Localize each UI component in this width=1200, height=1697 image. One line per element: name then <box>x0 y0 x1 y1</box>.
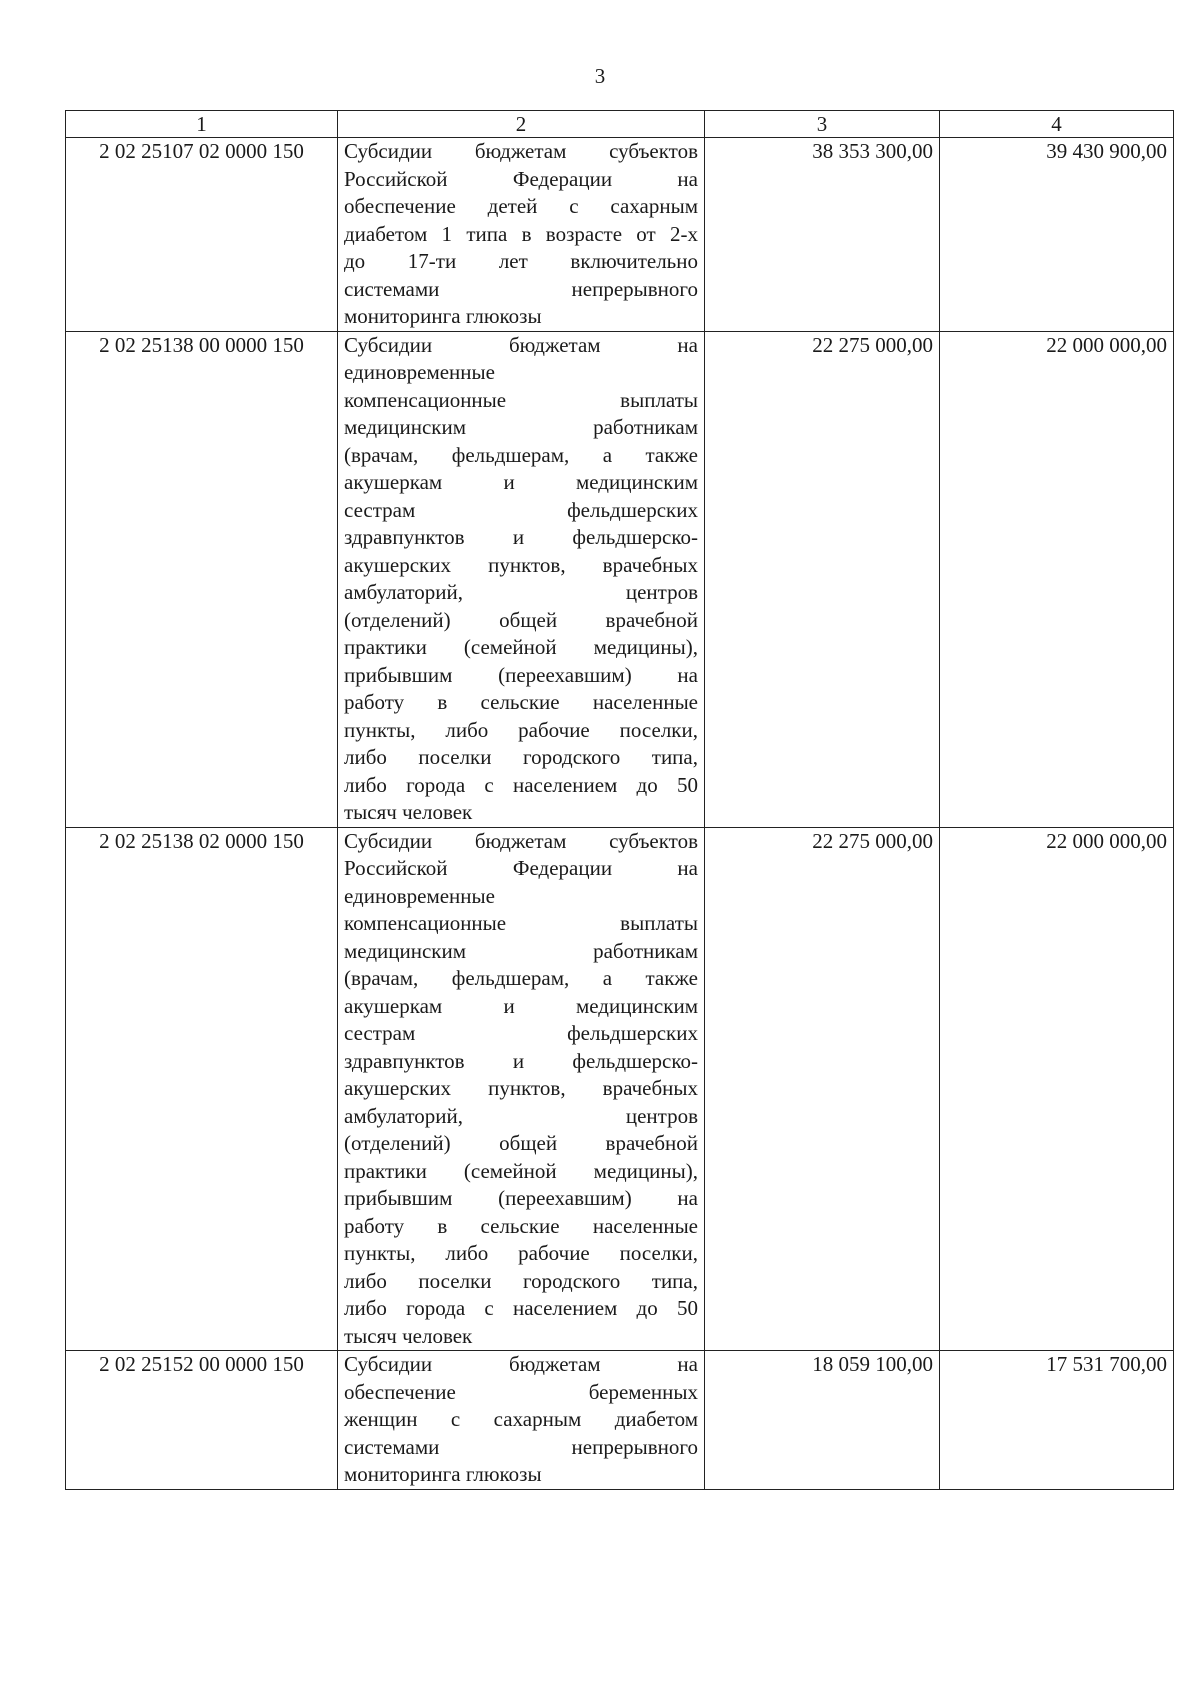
amount-column-4-cell: 22 000 000,00 <box>940 331 1174 827</box>
description-line: пункты, либо рабочие поселки, <box>344 717 698 742</box>
description-line: медицинским работникам <box>344 415 698 439</box>
description-line: амбулаторий, центров <box>344 580 698 604</box>
table-row <box>66 138 1174 332</box>
budget-table <box>65 110 1174 1490</box>
amount-column-3-cell: 22 275 000,00 <box>705 827 940 1351</box>
description-cell <box>338 138 705 332</box>
description-line: акушеркам и медицинским <box>344 470 698 494</box>
description-line: акушерских пунктов, врачебных <box>344 1076 698 1100</box>
description-line: единовременные <box>344 360 495 384</box>
amount-column-4-cell: 17 531 700,00 <box>940 1351 1174 1490</box>
description-line: практики (семейной медицины), <box>344 635 698 659</box>
column-header-2: 2 <box>338 111 705 138</box>
amount-column-3-cell: 38 353 300,00 <box>705 138 940 332</box>
description-cell <box>338 827 705 1351</box>
budget-code-cell: 2 02 25138 00 0000 150 <box>66 331 338 827</box>
description-line: Российской Федерации на <box>344 166 698 191</box>
description-line: обеспечение беременных <box>344 1379 698 1404</box>
description-line: (отделений) общей врачебной <box>344 607 698 632</box>
description-line: обеспечение детей с сахарным <box>344 194 698 218</box>
description-line: (отделений) общей врачебной <box>344 1131 698 1155</box>
description-line: либо поселки городского типа, <box>344 745 698 769</box>
description-line: акушерских пунктов, врачебных <box>344 552 698 577</box>
description-line: либо поселки городского типа, <box>344 1268 698 1293</box>
description-line: пункты, либо рабочие поселки, <box>344 1241 698 1265</box>
page-number: 3 <box>594 64 606 88</box>
description-line: диабетом 1 типа в возрасте от 2-х <box>344 221 698 246</box>
table-row <box>66 827 1174 1351</box>
budget-code-cell: 2 02 25107 02 0000 150 <box>66 138 338 332</box>
table-row <box>66 331 1174 827</box>
amount-column-4-cell: 22 000 000,00 <box>940 827 1174 1351</box>
description-line: до 17-ти лет включительно <box>344 249 698 273</box>
amount-column-4-cell: 39 430 900,00 <box>940 138 1174 332</box>
table-row <box>66 1351 1174 1490</box>
description-line: прибывшим (переехавшим) на <box>344 662 698 687</box>
description-line: практики (семейной медицины), <box>344 1158 698 1183</box>
description-line: мониторинга глюкозы <box>344 304 542 328</box>
description-line: Субсидии бюджетам на <box>344 1352 698 1376</box>
description-line: (врачам, фельдшерам, а также <box>344 442 698 467</box>
description-line: сестрам фельдшерских <box>344 497 698 522</box>
description-line: тысяч человек <box>344 800 473 824</box>
description-line: либо города с населением до 50 <box>344 1296 698 1320</box>
description-line: системами непрерывного <box>344 276 698 301</box>
description-cell <box>338 1351 705 1490</box>
description-line: женщин с сахарным диабетом <box>344 1407 698 1431</box>
description-line: Российской Федерации на <box>344 856 698 880</box>
description-line: Субсидии бюджетам субъектов <box>344 139 698 163</box>
column-header-1: 1 <box>66 111 338 138</box>
description-line: тысяч человек <box>344 1323 473 1348</box>
description-line: амбулаторий, центров <box>344 1103 698 1128</box>
budget-code-cell: 2 02 25152 00 0000 150 <box>66 1351 338 1490</box>
description-line: работу в сельские населенные <box>344 1213 698 1238</box>
description-line: сестрам фельдшерских <box>344 1021 698 1045</box>
amount-column-3-cell: 22 275 000,00 <box>705 331 940 827</box>
description-line: (врачам, фельдшерам, а также <box>344 966 698 990</box>
description-line: прибывшим (переехавшим) на <box>344 1186 698 1210</box>
description-line: здравпунктов и фельдшерско- <box>344 525 698 549</box>
description-line: компенсационные выплаты <box>344 911 698 935</box>
table-body <box>66 138 1174 1490</box>
column-header-3: 3 <box>705 111 940 138</box>
description-line: работу в сельские населенные <box>344 690 698 714</box>
budget-code-cell: 2 02 25138 02 0000 150 <box>66 827 338 1351</box>
description-line: единовременные <box>344 883 495 908</box>
amount-column-3-cell: 18 059 100,00 <box>705 1351 940 1490</box>
description-line: либо города с населением до 50 <box>344 772 698 797</box>
description-line: компенсационные выплаты <box>344 387 698 412</box>
description-line: мониторинга глюкозы <box>344 1462 542 1486</box>
description-line: системами непрерывного <box>344 1434 698 1459</box>
description-line: здравпунктов и фельдшерско- <box>344 1048 698 1073</box>
column-header-4: 4 <box>940 111 1174 138</box>
description-line: медицинским работникам <box>344 938 698 963</box>
description-line: Субсидии бюджетам на <box>344 332 698 357</box>
table-header-row <box>66 111 1174 138</box>
description-cell <box>338 331 705 827</box>
description-line: Субсидии бюджетам субъектов <box>344 828 698 853</box>
description-line: акушеркам и медицинским <box>344 993 698 1018</box>
